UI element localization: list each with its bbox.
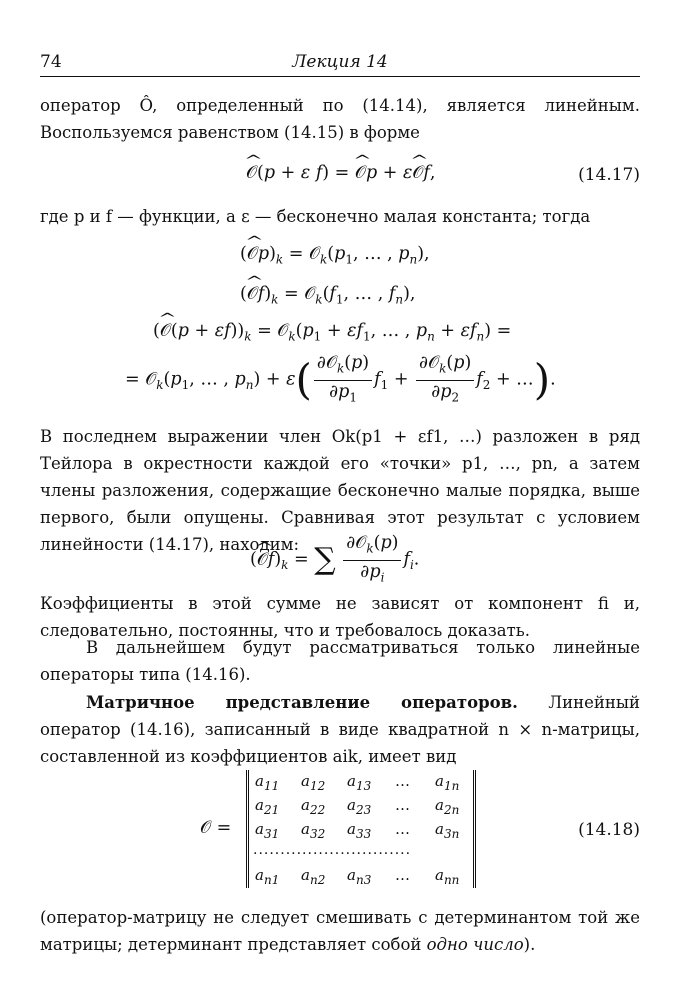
paragraph-6 (40, 689, 640, 770)
running-title: Лекция 14 (292, 52, 388, 72)
equation-op-f: (^ $𝒪f)_k$ = $𝒪_k(f_1$, … , $f_n$), (240, 284, 415, 307)
paragraph-7 (40, 904, 640, 958)
equation-taylor: = $𝒪_k(p_1$, … , $p_n) + \varepsilon$( $\frac{\partial 𝒪_k(p)}{\partial p_1}$ $f_1$ + $\frac{\partial 𝒪_k(p)}{\partial p_2}$ $f_2$ + …). (125, 353, 556, 404)
page-header (40, 52, 640, 77)
equation-linear-result: (^ $𝒪f)_k$ = ∑ $\frac{\partial 𝒪_k(p)}{\partial p_i}$ $f_i$. (250, 532, 419, 588)
matrix-dots-row: ............................. (253, 842, 412, 858)
page-number: 74 (40, 52, 62, 72)
paragraph-3: В последнем выражении член Ok(p1 + εf1, …) разложен в ряд Тейлора в окрестности каждой его «точки» p1, …, pn, а затем члены разложения, содержащие бесконечно малые порядка, выше первого, были опущены. Сравнивая этот результат с условием линейности (14.17), находим: (40, 427, 640, 554)
paragraph-1: оператор Ô, определенный по (14.14), является линейным. Воспользуемся равенством (14.15) в форме (40, 96, 640, 142)
section-heading: Матричное представление операторов. (86, 693, 518, 712)
paragraph-6-text: Линейный оператор (14.16), записанный в виде квадратной n × n-матрицы, составленной из коэффициентов aik, имеет вид (40, 693, 640, 766)
paragraph-7-end: ). (523, 935, 536, 954)
paragraph-2: где p и f — функции, а ε — бесконечно малая константа; тогда (40, 207, 591, 226)
paragraph-7-italic: одно число (426, 935, 524, 954)
equation-number-14-17: (14.17) (578, 165, 640, 185)
matrix-label: 𝒪 = (200, 818, 232, 838)
equation-number-14-18: (14.18) (578, 820, 640, 840)
paragraph-4: Коэффициенты в этой сумме не зависят от компонент fi и, следовательно, постоянны, что и требовалось доказать. (40, 594, 640, 640)
equation-op-p: (^ $𝒪p)_k$ = $𝒪_k(p_1$, … , $p_n$), (240, 244, 430, 267)
equation-14-17: ^ 𝒪(p + ε f) = ^ 𝒪p + ε^ 𝒪f, (246, 163, 435, 183)
paragraph-5: В дальнейшем будут рассматриваться только линейные операторы типа (14.16). (40, 638, 640, 684)
equation-op-sum: (^ 𝒪(p + $\varepsilon f))_k$ = $𝒪_k(p_1 + \varepsilon f_1$, … , $p_n + \varepsilon f_n$) = (153, 321, 511, 344)
paragraph-7-text: (оператор-матрицу не следует смешивать с детерминантом той же матрицы; детерминант представляет собой (40, 908, 640, 954)
operator-matrix: $a_{11}$ $a_{12}$ $a_{13}$ … $a_{1n}$ $a_{21}$ $a_{22}$ $a_{23}$ … $a_{2n}$ $a_{31}$ $a_{32}$ $a_{33}$ … $a_{3n}$ ............................. $a_{n1}$ $a_{n2}$ $a_{n3}$ … $a_{nn}$ (246, 770, 476, 888)
